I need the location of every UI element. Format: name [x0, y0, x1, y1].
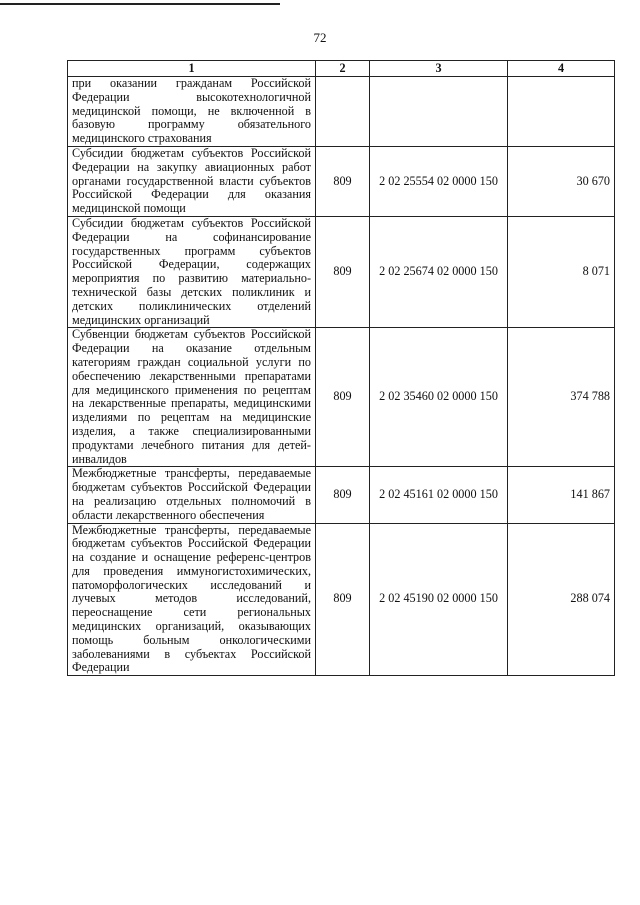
table-row: [68, 328, 615, 467]
row-amount: 30 670: [508, 146, 615, 216]
row-amount: 141 867: [508, 467, 615, 523]
row-budget-code: 2 02 35460 02 0000 150: [370, 328, 508, 467]
row-admin-code: [316, 77, 370, 147]
row-admin-code: 809: [316, 467, 370, 523]
row-budget-code: 2 02 45161 02 0000 150: [370, 467, 508, 523]
row-budget-code: 2 02 25674 02 0000 150: [370, 216, 508, 327]
column-header: 3: [370, 61, 508, 77]
row-description: при оказании гражданам Российской Федерации высокотехнологичной медицинской помощи, не включенной в базовую программу обязательного медицинского страхования: [68, 77, 316, 147]
row-description: Межбюджетные трансферты, передаваемые бюджетам субъектов Российской Федерации на создание и оснащение референс-центров для проведения иммуногистохимических, патоморфологических исследований и лучевых методов исследований, переоснащение сети региональных медицинских организаций, оказывающих помощь больным онкологическими заболеваниями в субъектах Российской Федерации: [68, 523, 316, 676]
row-description: Субсидии бюджетам субъектов Российской Федерации на софинансирование государственных программ субъектов Российской Федерации, содержащих мероприятия по развитию материально-технической базы детских поликлиник и детских поликлинических отделений медицинских организаций: [68, 216, 316, 327]
row-description: Субвенции бюджетам субъектов Российской Федерации на оказание отдельным категориям граждан социальной услуги по обеспечению лекарственными препаратами для медицинского применения по рецептам на лекарственные препараты, медицинскими изделиями по рецептам на медицинские изделия, а также специализированными продуктами лечебного питания для детей-инвалидов: [68, 328, 316, 467]
row-amount: [508, 77, 615, 147]
row-amount: 374 788: [508, 328, 615, 467]
table-row: [68, 523, 615, 676]
row-description: Субсидии бюджетам субъектов Российской Федерации на закупку авиационных работ органами государственной власти субъектов Российской Федерации для оказания медицинской помощи: [68, 146, 316, 216]
column-header: 2: [316, 61, 370, 77]
table-row: [68, 216, 615, 327]
row-description: Межбюджетные трансферты, передаваемые бюджетам субъектов Российской Федерации на реализацию отдельных полномочий в области лекарственного обеспечения: [68, 467, 316, 523]
row-amount: 8 071: [508, 216, 615, 327]
column-header: 1: [68, 61, 316, 77]
row-amount: 288 074: [508, 523, 615, 676]
row-admin-code: 809: [316, 216, 370, 327]
row-budget-code: 2 02 45190 02 0000 150: [370, 523, 508, 676]
column-header: 4: [508, 61, 615, 77]
table-header-row: [68, 61, 615, 77]
table-row: [68, 146, 615, 216]
budget-table: [67, 60, 615, 676]
top-rule: [0, 3, 280, 5]
table-row: [68, 77, 615, 147]
row-admin-code: 809: [316, 146, 370, 216]
page-number: 72: [313, 30, 327, 45]
row-budget-code: [370, 77, 508, 147]
row-admin-code: 809: [316, 523, 370, 676]
row-admin-code: 809: [316, 328, 370, 467]
table-row: [68, 467, 615, 523]
row-budget-code: 2 02 25554 02 0000 150: [370, 146, 508, 216]
